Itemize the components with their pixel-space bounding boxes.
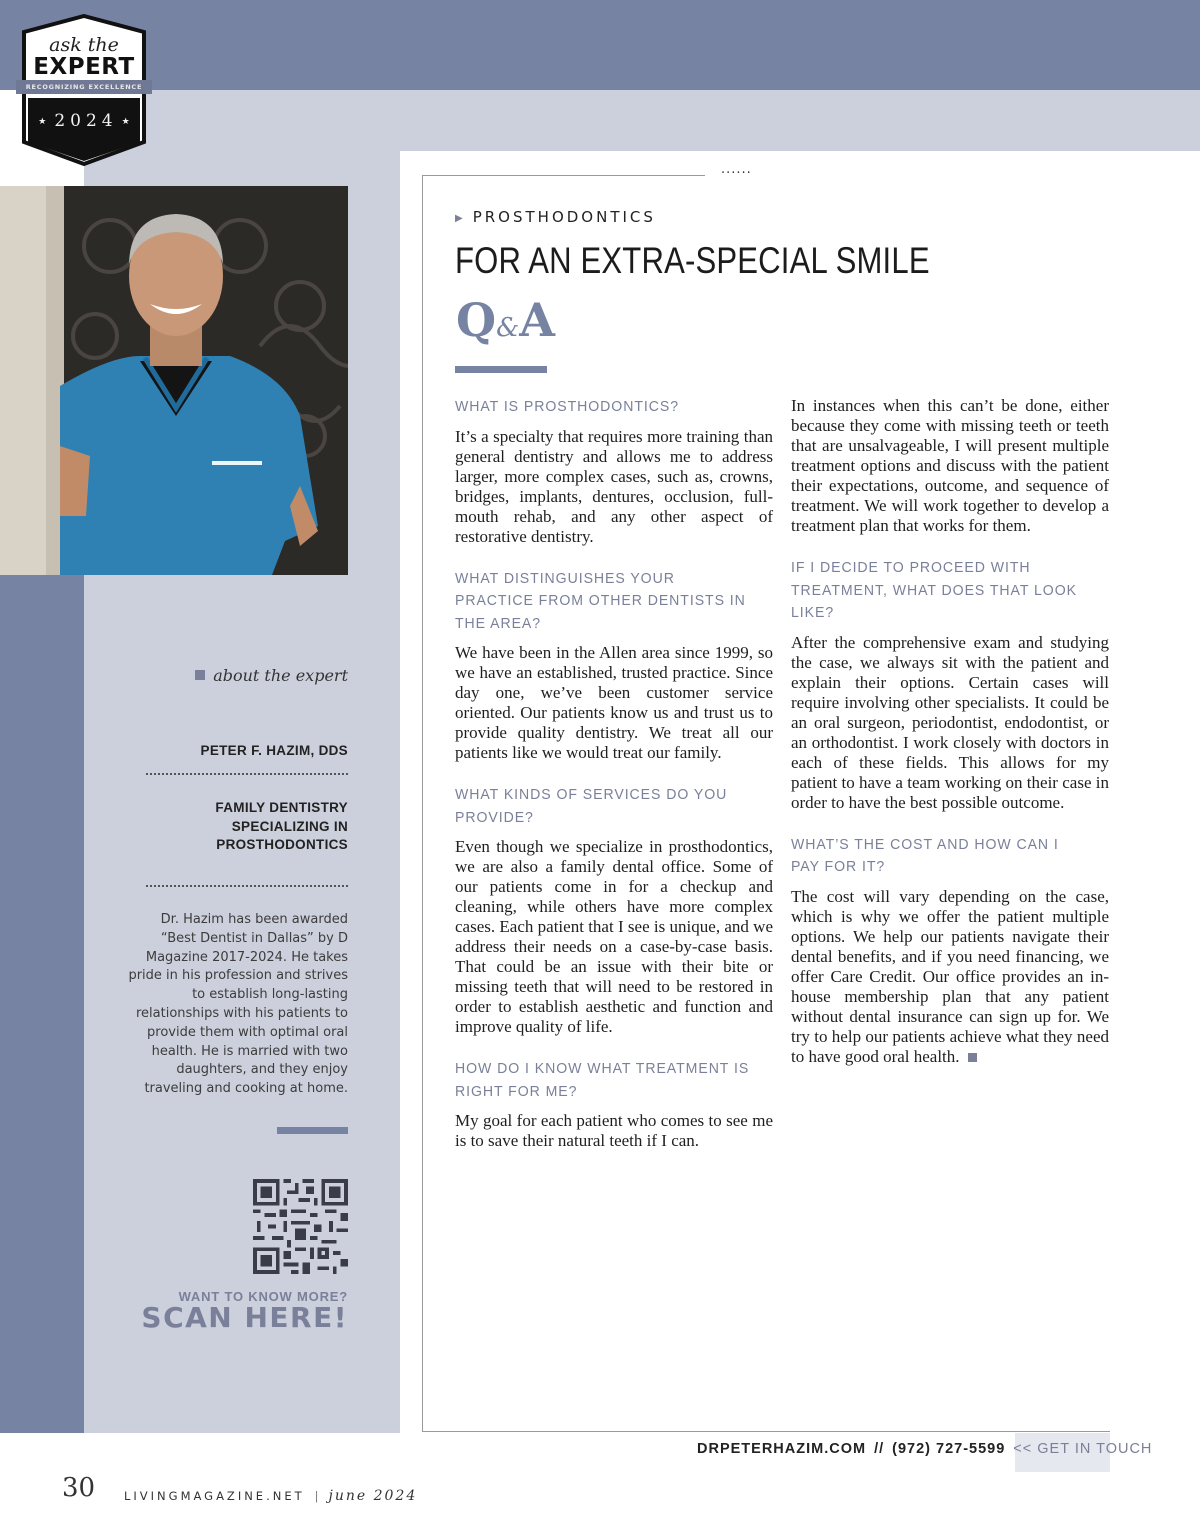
specialty-line: PROSTHODONTICS — [216, 837, 348, 852]
frame-rule-bottom — [422, 1431, 1110, 1432]
phone-link[interactable]: (972) 727-5599 — [892, 1441, 1006, 1457]
scan-here-text: SCAN HERE! — [141, 1301, 348, 1334]
expert-name: PETER F. HAZIM, DDS — [200, 743, 348, 758]
expert-portrait-photo — [0, 186, 348, 575]
qa-a: A — [519, 293, 555, 347]
question-heading: WHAT’S THE COST AND HOW CAN I PAY FOR IT? — [791, 835, 1059, 875]
about-the-expert-label — [120, 666, 348, 685]
qa-q: Q — [456, 293, 497, 347]
top-color-band — [0, 0, 1200, 90]
dotted-divider — [146, 885, 348, 887]
expert-bio: Dr. Hazim has been awarded “Best Dentist in Dallas” by D Magazine 2017-2024. He takes pride in his profession and strives to establish long-lasting relationships with his patients to provide them with optimal oral health. He is married with two daughters, and they enjoy traveling and cooking at home. — [128, 912, 348, 1097]
website-link[interactable]: DRPETERHAZIM.COM — [697, 1441, 867, 1457]
square-bullet-icon — [195, 670, 205, 680]
star-icon: ★ — [121, 117, 130, 127]
question-heading: WHAT KINDS OF SERVICES DO YOU PROVIDE? — [455, 786, 728, 826]
contact-separator: // — [874, 1441, 885, 1457]
article-category — [455, 208, 656, 226]
article-column-2 — [791, 396, 1109, 1088]
expert-specialty — [150, 799, 348, 855]
article-headline: FOR AN EXTRA-SPECIAL SMILE — [455, 240, 930, 281]
answer-text: It’s a specialty that requires more training than general dentistry and allows me to address larger, more complex cases, such as, crowns, bridges, implants, dentures, occlusion, full-mouth rehab, and any other aspect of restorative dentistry. — [455, 426, 773, 546]
question-heading: WHAT IS PROSTHODONTICS? — [455, 398, 679, 415]
badge-ask-text: ask the — [49, 34, 119, 56]
article-column-1 — [455, 396, 773, 1172]
frame-rule-left — [422, 175, 423, 1431]
end-mark-icon — [968, 1053, 977, 1062]
star-icon: ★ — [38, 117, 47, 127]
badge-year-row — [14, 111, 154, 131]
frame-dots: ...... — [721, 162, 752, 177]
contact-line — [697, 1441, 1152, 1457]
badge-expert-text: EXPERT — [33, 54, 135, 80]
qa-amp: & — [496, 313, 520, 343]
qa-logo — [456, 293, 555, 347]
triangle-right-icon: ▶ — [455, 213, 463, 224]
qr-code-icon[interactable] — [253, 1179, 348, 1274]
question-heading: WHAT DISTINGUISHES YOUR PRACTICE FROM OTHER DENTISTS IN THE AREA? — [455, 569, 746, 632]
answer-text: We have been in the Allen area since 1999, so we have an established, trusted practice. Since day one, we’ve been customer service oriented. Our patients know us and trust us to provide quality dentistry. We treat all our patients like we would treat our family. — [455, 643, 773, 762]
badge-year: 2024 — [54, 111, 118, 131]
answer-text: The cost will vary depending on the case, which is why we offer the patient multiple options. We help our patients navigate their dental benefits, and if you need financing, we offer Care Credit. Our office provides an in-house membership plan that any patient without dental insurance can sign up for. We try to help our patients achieve what they need to have good oral health. — [791, 886, 1109, 1066]
specialty-line: SPECIALIZING IN — [231, 818, 348, 834]
badge-ribbon-text: RECOGNIZING EXCELLENCE — [25, 83, 143, 91]
want-to-know-more-text: WANT TO KNOW MORE? — [178, 1289, 348, 1304]
specialty-line: FAMILY DENTISTRY — [215, 800, 348, 815]
frame-rule-top — [422, 175, 705, 176]
answer-text: Even though we specialize in prosthodontics, we are also a family dental office. Some of our patients come in for a checkup and cleaning, while others have more complex cases. Each patient that I see is unique, and we address their needs on a case-by-case basis. That could be an issue with their bite or missing teeth that will need to be restored in order to establish aesthetic and function and improve quality of life. — [455, 837, 773, 1036]
answer-text: After the comprehensive exam and studying the case, we always sit with the patient and explain their options. Certain cases will require involving other specialists. It could be an oral surgeon, periodontist, endodontist, or an orthodontist. I work closely with doctors in each of these fields. This allows for my patient to have a team working on their case in order to have the best possible outcome. — [791, 632, 1109, 812]
answer-text-final — [791, 887, 1109, 1067]
category-label: PROSTHODONTICS — [472, 208, 656, 226]
site-name: LIVINGMAGAZINE.NET — [124, 1489, 305, 1503]
page-number: 30 — [62, 1473, 96, 1503]
folio — [124, 1488, 417, 1504]
question-heading: IF I DECIDE TO PROCEED WITH TREATMENT, WHAT DOES THAT LOOK LIKE? — [791, 559, 1077, 621]
folio-separator: | — [314, 1489, 319, 1503]
question-heading: HOW DO I KNOW WHAT TREATMENT IS RIGHT FOR ME? — [455, 1060, 750, 1100]
answer-text: In instances when this can’t be done, either because they come with missing teeth or teeth that are unsalvageable, I will present multiple treatment options and discuss with the patient their expectations, outcome, and sequence of treatment. We will work together to develop a treatment plan that works for them. — [791, 396, 1109, 535]
issue-date: june 2024 — [328, 1488, 418, 1504]
accent-bar — [455, 366, 547, 373]
get-in-touch-text: << GET IN TOUCH — [1013, 1441, 1153, 1457]
ask-the-expert-badge — [14, 14, 154, 166]
answer-text: My goal for each patient who comes to see me is to save their natural teeth if I can. — [455, 1111, 773, 1150]
secondary-color-band — [84, 90, 1200, 151]
about-the-expert-text: about the expert — [213, 666, 348, 685]
dotted-divider — [146, 773, 348, 775]
accent-bar — [277, 1127, 348, 1134]
